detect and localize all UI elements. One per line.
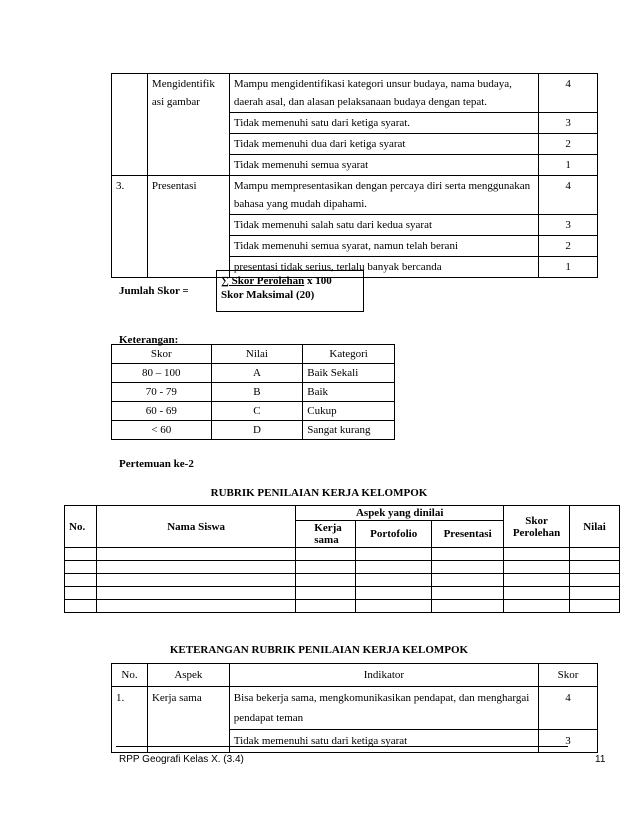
cell-skor: 70 - 79 <box>112 383 212 402</box>
header-kategori: Kategori <box>303 345 395 364</box>
formula-numerator: ∑ Skor Perolehan <box>221 275 305 287</box>
cell-skor: < 60 <box>112 421 212 440</box>
table-row <box>112 176 598 215</box>
table-row <box>65 600 620 613</box>
cell-kategori: Cukup <box>303 402 395 421</box>
cell-aspek: Kerja sama <box>147 687 229 753</box>
cell-skor: 2 <box>539 236 598 257</box>
table-header-row <box>112 345 395 364</box>
jumlah-skor-label: Jumlah Skor = <box>119 285 189 297</box>
footer-divider <box>116 746 568 747</box>
formula-denominator: Skor Maksimal (20) <box>221 289 315 301</box>
page-number: 11 <box>595 754 606 765</box>
cell-skor: 60 - 69 <box>112 402 212 421</box>
table-row <box>65 561 620 574</box>
formula-multiplier: x 100 <box>304 275 332 287</box>
header-nilai: Nilai <box>211 345 303 364</box>
cell-indikator: Tidak memenuhi dua dari ketiga syarat <box>229 134 538 155</box>
footer-document-title: RPP Geografi Kelas X. (3.4) <box>119 754 244 765</box>
rubric-table-presentasi <box>111 73 598 278</box>
table-row <box>65 587 620 600</box>
cell-skor: 4 <box>539 176 598 215</box>
table-row <box>65 548 620 561</box>
cell-aspek: Mengidentifik asi gambar <box>147 74 229 176</box>
table-row <box>112 687 598 730</box>
cell-indikator: Tidak memenuhi satu dari ketiga syarat <box>229 730 538 753</box>
header-aspek: Aspek <box>147 664 229 687</box>
cell-nilai: D <box>211 421 303 440</box>
cell-no: 1. <box>112 687 148 753</box>
cell-aspek: Presentasi <box>147 176 229 278</box>
pertemuan-heading: Pertemuan ke-2 <box>119 458 194 470</box>
header-skor: Skor <box>112 345 212 364</box>
score-formula-box <box>216 270 364 312</box>
header-presentasi: Presentasi <box>432 521 504 548</box>
cell-skor: 80 – 100 <box>112 364 212 383</box>
cell-indikator: Tidak memenuhi semua syarat, namun telah berani <box>229 236 538 257</box>
header-nilai: Nilai <box>570 506 620 548</box>
header-indikator: Indikator <box>229 664 538 687</box>
cell-kategori: Baik Sekali <box>303 364 395 383</box>
table-header-row <box>112 664 598 687</box>
table-row <box>112 402 395 421</box>
header-skor-perolehan: Skor Perolehan <box>504 506 570 548</box>
cell-indikator: Tidak memenuhi salah satu dari kedua syarat <box>229 215 538 236</box>
header-no: No. <box>65 506 97 548</box>
cell-indikator: Mampu mengidentifikasi kategori unsur budaya, nama budaya, daerah asal, dan alasan pelaksanaan budaya dengan tepat. <box>229 74 538 113</box>
cell-nilai: B <box>211 383 303 402</box>
cell-indikator: presentasi tidak serius, terlalu banyak bercanda <box>229 257 538 278</box>
table-row <box>112 421 395 440</box>
keterangan-rubrik-title: KETERANGAN RUBRIK PENILAIAN KERJA KELOMPOK <box>169 644 469 656</box>
table-row <box>112 364 395 383</box>
cell-no <box>112 74 148 176</box>
table-row <box>65 574 620 587</box>
cell-skor: 3 <box>539 215 598 236</box>
cell-indikator: Tidak memenuhi semua syarat <box>229 155 538 176</box>
cell-indikator: Mampu mempresentasikan dengan percaya diri serta menggunakan bahasa yang mudah dipahami. <box>229 176 538 215</box>
header-portofolio: Portofolio <box>356 521 432 548</box>
cell-kategori: Baik <box>303 383 395 402</box>
cell-no: 3. <box>112 176 148 278</box>
formula-numerator-line <box>221 274 359 288</box>
keterangan-label: Keterangan: <box>119 334 179 346</box>
header-no: No. <box>112 664 148 687</box>
cell-nilai: C <box>211 402 303 421</box>
header-skor: Skor <box>539 664 598 687</box>
indicator-table <box>111 663 598 753</box>
cell-skor: 4 <box>539 687 598 730</box>
cell-skor: 1 <box>539 257 598 278</box>
cell-skor: 3 <box>539 113 598 134</box>
header-nama-siswa: Nama Siswa <box>96 506 295 548</box>
cell-indikator: Bisa bekerja sama, mengkomunikasikan pendapat, dan menghargai pendapat teman <box>229 687 538 730</box>
cell-nilai: A <box>211 364 303 383</box>
rubrik-kelompok-title: RUBRIK PENILAIAN KERJA KELOMPOK <box>210 487 428 499</box>
cell-skor: 4 <box>539 74 598 113</box>
grade-table <box>111 344 395 440</box>
header-kerja-sama: Kerja sama <box>296 521 356 548</box>
group-assessment-table <box>64 505 620 613</box>
cell-skor: 3 <box>539 730 598 753</box>
table-row <box>112 74 598 113</box>
table-header-row <box>65 506 620 521</box>
cell-skor: 1 <box>539 155 598 176</box>
table-row <box>112 383 395 402</box>
cell-kategori: Sangat kurang <box>303 421 395 440</box>
cell-skor: 2 <box>539 134 598 155</box>
header-aspek: Aspek yang dinilai <box>296 506 504 521</box>
cell-indikator: Tidak memenuhi satu dari ketiga syarat. <box>229 113 538 134</box>
